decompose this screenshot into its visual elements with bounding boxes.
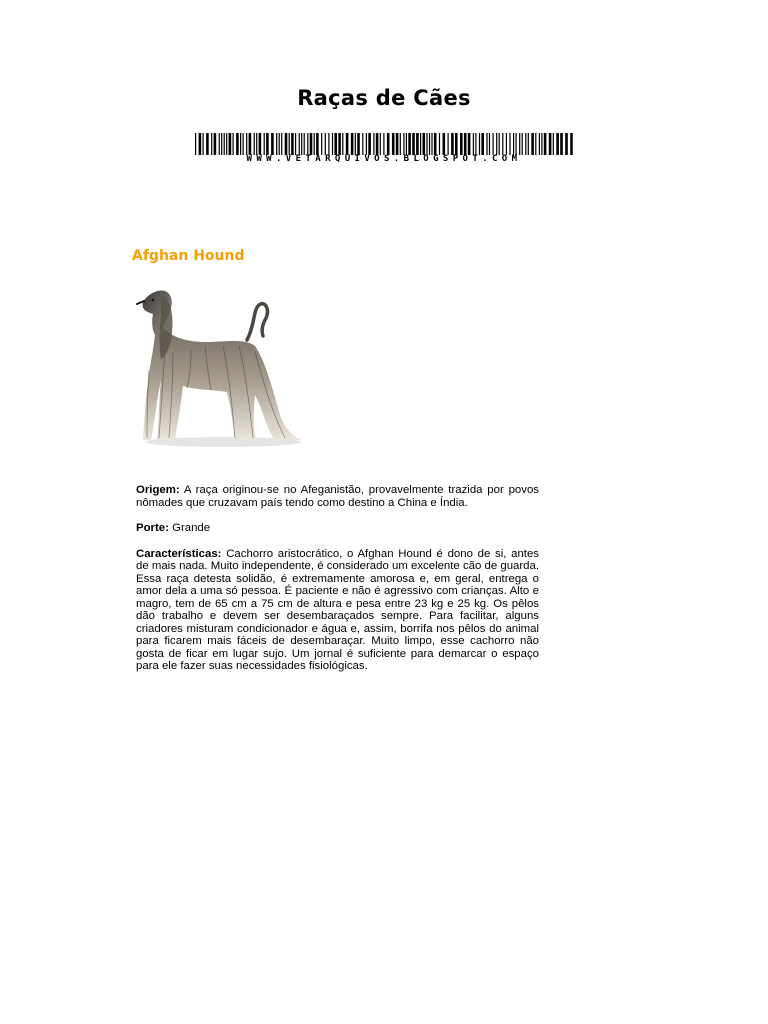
barcode-bar (380, 133, 381, 155)
barcode-bar (264, 133, 265, 155)
barcode-bar (516, 133, 517, 155)
barcode-bar (203, 133, 204, 155)
barcode-bar (246, 133, 247, 155)
barcode-bar (229, 133, 232, 155)
barcode-bar (214, 133, 217, 155)
barcode-bar (325, 133, 326, 155)
barcode-bar (489, 133, 490, 155)
barcode-bar (310, 133, 313, 155)
barcode-bar (334, 133, 337, 155)
barcode-bar (396, 133, 399, 155)
barcode-bar (408, 133, 411, 155)
caracteristicas-text: Cachorro aristocrático, o Afghan Hound é dono de si, antes de mais nada. Muito independente, é considerado um excelente cão de guarda. Essa raça detesta solidão, é extremamente amorosa e, em geral, entrega o amor dela a uma só pessoa. É paciente e não é agressivo com crianças. Alto e magro, tem de 65 cm a 75 cm de altura e pesa entre 23 kg e 25 kg. Os pêlos dão trabalho e devem ser desembaraçados sempre. Para facilitar, alguns criadores misturam condicionador e água e, assim, borrifa nos pêlos do animal para ficarem mais fáceis de desembaraçar. Muito limpo, esse cachorro não gosta de ficar em lugar sujo. Um jornal é suficiente para demarcar o espaço para ele fazer suas necessidades fisiológicas. (136, 547, 539, 672)
barcode-bar (289, 133, 290, 155)
barcode-bar (496, 133, 497, 155)
barcode-bar (338, 133, 341, 155)
porte-label: Porte: (136, 522, 169, 534)
barcode-bar (219, 133, 220, 155)
barcode-bar (281, 133, 282, 155)
barcode-bar (266, 133, 269, 155)
barcode-bar (549, 133, 552, 155)
barcode-bar (355, 133, 356, 155)
barcode-bar (256, 133, 257, 155)
barcode-bar (468, 133, 471, 155)
barcode-bar (254, 133, 255, 155)
barcode-bar (556, 133, 559, 155)
afghan-hound-image (135, 280, 310, 450)
barcode-bar (236, 133, 239, 155)
barcode-bar (509, 133, 510, 155)
barcode-bar (321, 133, 322, 155)
barcode-bar (502, 133, 503, 155)
barcode-bar (460, 133, 463, 155)
barcode-bar (429, 133, 430, 155)
breed-title: Afghan Hound (132, 248, 245, 264)
barcode-bar (423, 133, 426, 155)
barcode-bar (249, 133, 252, 155)
barcode-bar (240, 133, 241, 155)
page-title: Raças de Cães (297, 86, 471, 110)
barcode-bar (553, 133, 554, 155)
barcode-bar (541, 133, 542, 155)
barcode-bar (403, 133, 404, 155)
barcode-bar (368, 133, 371, 155)
barcode-bar (276, 133, 277, 155)
barcode-bar (392, 133, 395, 155)
barcode-bar (328, 133, 329, 155)
barcode-bar (493, 133, 494, 155)
barcode-bar (279, 133, 280, 155)
barcode-bar (221, 133, 222, 155)
barcode-bar (443, 133, 446, 155)
barcode-bar (346, 133, 349, 155)
barcode-bar (299, 133, 300, 155)
barcode-bar (271, 133, 274, 155)
barcode-bar (259, 133, 262, 155)
barcode-bar (531, 133, 534, 155)
barcode-bar (211, 133, 212, 155)
barcode-bar (434, 133, 437, 155)
barcode-bar (304, 133, 305, 155)
barcode-bar (448, 133, 449, 155)
barcode-bar (406, 133, 407, 155)
barcode-bar (233, 133, 234, 155)
barcode-bar (291, 133, 294, 155)
barcode-bar (285, 133, 288, 155)
barcode-bar (243, 133, 244, 155)
barcode-bar (224, 133, 225, 155)
barcode-bar (295, 133, 296, 155)
barcode-bar (332, 133, 333, 155)
barcode-bar (506, 133, 507, 155)
barcode-bar (426, 133, 427, 155)
barcode-bar (451, 133, 454, 155)
barcode-bar (376, 133, 379, 155)
barcode-bar (565, 133, 568, 155)
barcode-bar (539, 133, 540, 155)
barcode-bar (357, 133, 360, 155)
barcode-bar (316, 133, 319, 155)
barcode-bar (535, 133, 536, 155)
origem-text: A raça originou-se no Afeganistão, provavelmente trazida por povos nômades que cruzavam país tendo como destino a China e Índia. (136, 484, 539, 509)
barcode-bar (486, 133, 487, 155)
barcode-bar (528, 133, 529, 155)
barcode-bar (362, 133, 363, 155)
barcode-bar (431, 133, 432, 155)
barcode-bar (475, 133, 476, 155)
barcode-bar (513, 133, 514, 155)
breed-description (136, 484, 539, 686)
barcode-bar (195, 133, 196, 155)
barcode-bar (342, 133, 343, 155)
barcode-bar (439, 133, 440, 155)
barcode-bar (351, 133, 354, 155)
barcode-bar (420, 133, 421, 155)
barcode-bar (519, 133, 520, 155)
porte-text: Grande (172, 522, 211, 534)
barcode-bar (479, 133, 480, 155)
barcode-bar (455, 133, 458, 155)
origem-paragraph (136, 484, 539, 509)
barcode-bar (206, 133, 209, 155)
caracteristicas-label: Características: (136, 547, 222, 560)
barcode-bar (464, 133, 467, 155)
barcode-bar (387, 133, 390, 155)
barcode-bar (481, 133, 484, 155)
barcode-bar (314, 133, 315, 155)
barcode-bar (570, 133, 573, 155)
barcode-bar (226, 133, 227, 155)
barcode-bar (544, 133, 547, 155)
barcode-bar (412, 133, 415, 155)
barcode-bar (307, 133, 308, 155)
barcode-bar (373, 133, 374, 155)
barcode-bar (560, 133, 563, 155)
barcode-bar (473, 133, 474, 155)
barcode-bar (199, 133, 202, 155)
origem-label: Origem: (136, 484, 180, 496)
barcode-bar (383, 133, 384, 155)
barcode-bar (366, 133, 367, 155)
barcode-caption: WWW.VETARQUIVOS.BLOGSPOT.COM (246, 154, 522, 164)
barcode-bar (499, 133, 500, 155)
barcode-bar (416, 133, 419, 155)
barcode-bar (522, 133, 523, 155)
barcode-bar (525, 133, 526, 155)
barcode-logo (195, 133, 573, 155)
barcode-bar (301, 133, 302, 155)
porte-paragraph (136, 522, 539, 535)
caracteristicas-paragraph (136, 548, 539, 673)
barcode-bar (400, 133, 401, 155)
